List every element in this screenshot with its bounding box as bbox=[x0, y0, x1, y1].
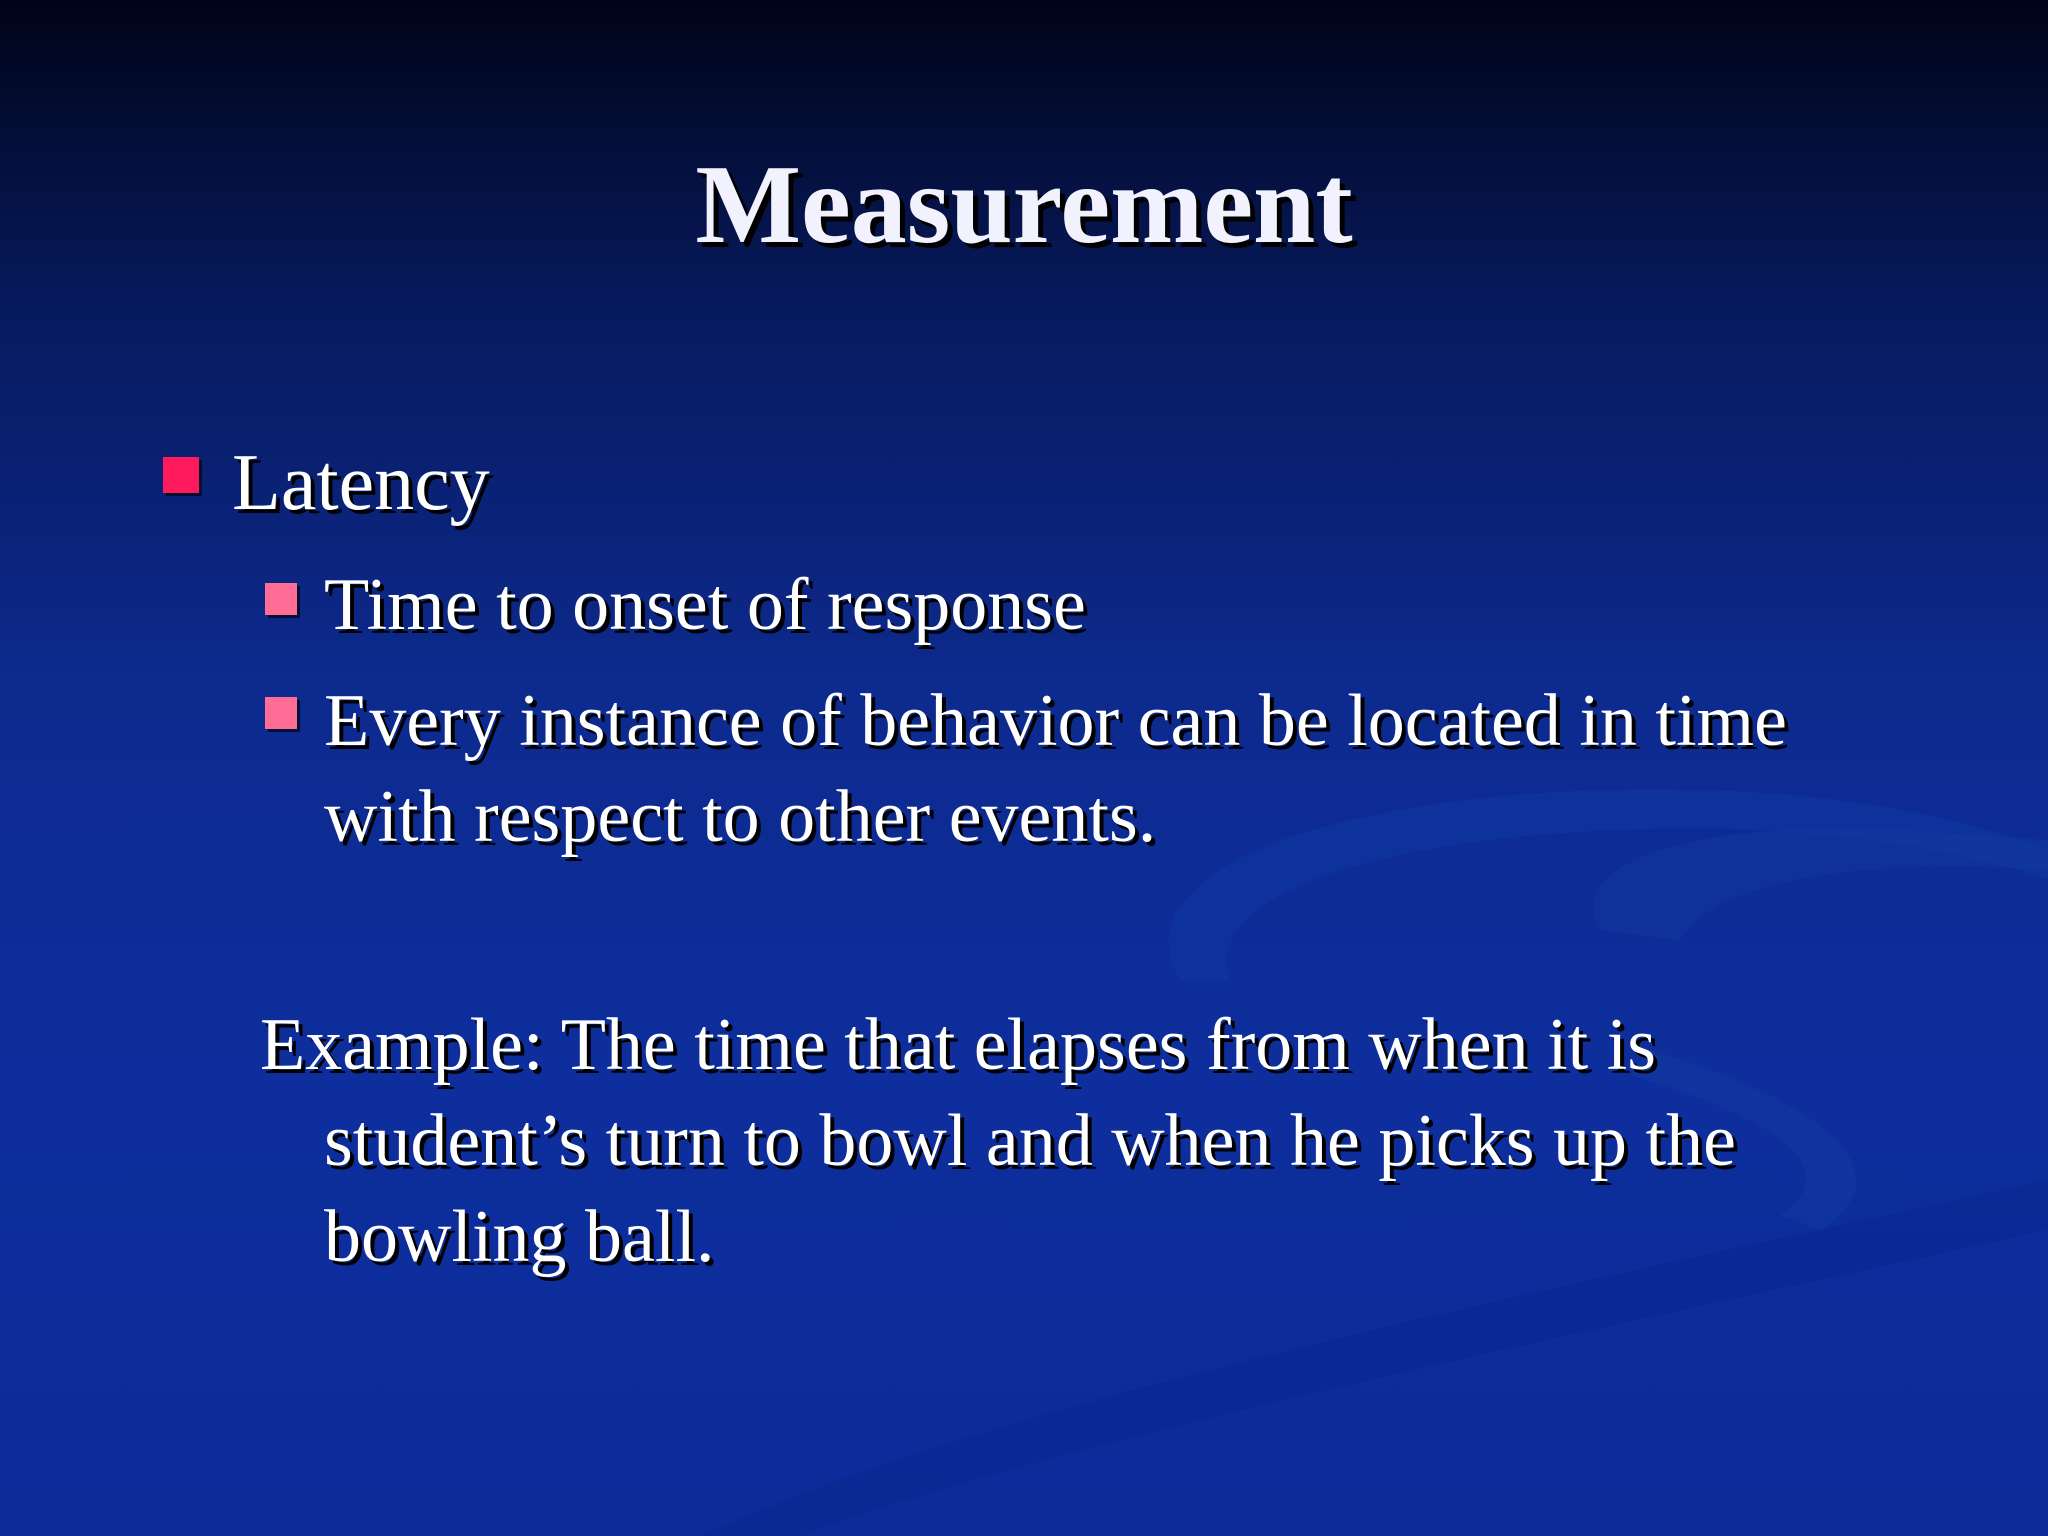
bullet-marker-level2 bbox=[265, 697, 297, 729]
sub-bullet-every-instance-line1: Every instance of behavior can be located in time bbox=[324, 680, 1787, 762]
sub-bullet-every-instance-line2: with respect to other events. bbox=[324, 776, 1157, 858]
example-line2: student’s turn to bowl and when he picks up the bbox=[324, 1100, 1736, 1182]
bullet-latency: Latency bbox=[232, 439, 490, 527]
bullet-marker-level2 bbox=[265, 583, 297, 615]
example-line3: bowling ball. bbox=[324, 1196, 715, 1278]
example-line1: Example: The time that elapses from when it is bbox=[260, 1004, 1657, 1086]
bullet-marker-level1 bbox=[163, 457, 199, 493]
slide-title: Measurement bbox=[695, 143, 1353, 267]
sub-bullet-time-to-onset: Time to onset of response bbox=[324, 564, 1086, 646]
